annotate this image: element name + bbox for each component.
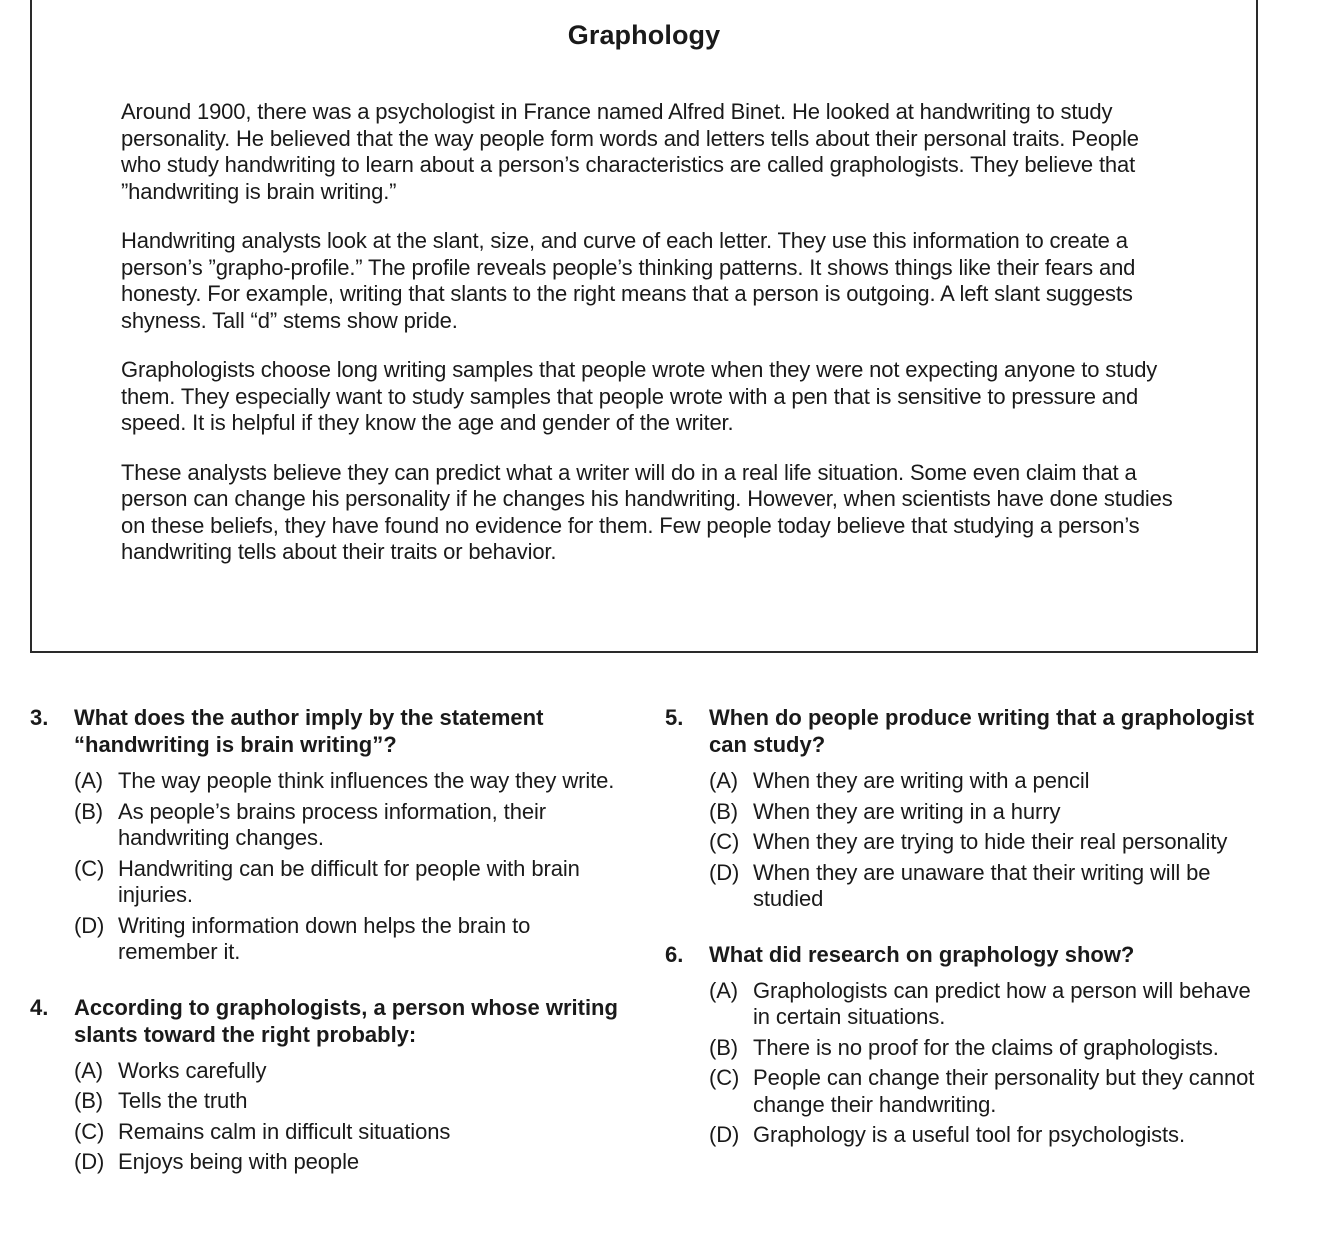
option-letter: (C) (74, 1118, 105, 1144)
option-letter: (C) (709, 1065, 740, 1090)
question-number: 5. (665, 705, 684, 730)
question-5 (665, 704, 1265, 913)
option-letter: (C) (74, 855, 105, 881)
option-text: When they are writing with a pencil (753, 768, 1090, 793)
answer-options (74, 1058, 620, 1176)
passage-box (30, 0, 1258, 653)
option-letter: (B) (709, 1034, 739, 1060)
answer-option-d[interactable] (709, 1122, 1265, 1149)
option-text: Graphology is a useful tool for psychologists. (753, 1122, 1185, 1147)
answer-option-b[interactable] (74, 799, 620, 852)
answer-option-d[interactable] (74, 913, 620, 966)
option-text: Remains calm in difficult situations (118, 1118, 451, 1144)
option-text: The way people think influences the way they write. (118, 768, 615, 793)
option-letter: (A) (709, 977, 739, 1003)
answer-option-a[interactable] (74, 1058, 620, 1085)
option-text: Graphologists can predict how a person will behave in certain situations. (753, 977, 1251, 1029)
answer-option-d[interactable] (709, 860, 1265, 913)
option-letter: (D) (709, 1122, 740, 1147)
question-text: When do people produce writing that a graphologist can study? (709, 705, 1255, 757)
answer-option-b[interactable] (709, 1035, 1265, 1062)
answer-options (74, 768, 620, 966)
question-number: 6. (665, 941, 684, 967)
answer-option-a[interactable] (74, 768, 620, 795)
questions-right-column (665, 704, 1265, 1177)
question-text: According to graphologists, a person whose writing slants toward the right probably: (74, 994, 618, 1047)
answer-option-c[interactable] (709, 1065, 1265, 1118)
answer-option-a[interactable] (709, 978, 1265, 1031)
option-letter: (D) (74, 912, 105, 938)
answer-option-c[interactable] (74, 856, 620, 909)
option-text: Works carefully (118, 1057, 267, 1083)
question-4 (30, 994, 620, 1176)
question-6 (665, 941, 1265, 1149)
option-text: When they are trying to hide their real personality (753, 829, 1228, 854)
passage-paragraph-1: Around 1900, there was a psychologist in France named Alfred Binet. He looked at handwriting to study personality. He believed that the way people form words and letters tells about their personal traits. People who study handwriting to learn about a person’s characteristics are called graphologists. They believe that ”handwriting is brain writing.” (121, 99, 1139, 204)
option-letter: (A) (74, 768, 104, 793)
answer-option-b[interactable] (74, 1088, 620, 1115)
passage-paragraph-2: Handwriting analysts look at the slant, size, and curve of each letter. They use this information to create a person’s ”grapho-profile.” The profile reveals people’s thinking patterns. It shows things like their fears and honesty. For example, writing that slants to the right means that a person is outgoing. A left slant suggests shyness. Tall “d” stems show pride. (121, 228, 1136, 333)
answer-option-c[interactable] (74, 1119, 620, 1146)
option-letter: (B) (709, 798, 739, 824)
option-letter: (D) (709, 859, 740, 885)
option-letter: (C) (709, 829, 740, 854)
question-text: What did research on graphology show? (709, 941, 1135, 967)
option-letter: (B) (74, 798, 104, 824)
answer-option-d[interactable] (74, 1149, 620, 1176)
option-text: There is no proof for the claims of graphologists. (753, 1034, 1219, 1060)
option-letter: (A) (74, 1057, 104, 1083)
questions-left-column (30, 704, 620, 1204)
option-letter: (D) (74, 1149, 105, 1174)
answer-options (709, 768, 1265, 913)
question-number: 3. (30, 705, 49, 730)
answer-option-a[interactable] (709, 768, 1265, 795)
option-text: Writing information down helps the brain to remember it. (118, 912, 531, 964)
option-text: People can change their personality but they cannot change their handwriting. (753, 1065, 1255, 1117)
option-letter: (A) (709, 768, 739, 793)
answer-option-c[interactable] (709, 829, 1265, 856)
passage-paragraph-4: These analysts believe they can predict what a writer will do in a real life situation. Some even claim that a person can change his personality if he changes his handwriting. However, when scientists have done studies on these beliefs, they have found no evidence for them. Few people today believe that studying a person’s handwriting tells about their traits or behavior. (121, 459, 1173, 564)
answer-option-b[interactable] (709, 799, 1265, 826)
passage-paragraph-3: Graphologists choose long writing samples that people wrote when they were not expecting anyone to study them. They especially want to study samples that people wrote with a pen that is sensitive to pressure and speed. It is helpful if they know the age and gender of the writer. (121, 357, 1158, 435)
option-text: When they are unaware that their writing will be studied (753, 859, 1211, 911)
option-letter: (B) (74, 1088, 104, 1113)
option-text: As people’s brains process information, their handwriting changes. (118, 798, 546, 850)
question-number: 4. (30, 994, 49, 1020)
option-text: Handwriting can be difficult for people with brain injuries. (118, 855, 580, 907)
option-text: Tells the truth (118, 1088, 248, 1113)
option-text: When they are writing in a hurry (753, 798, 1061, 824)
question-text: What does the author imply by the statement “handwriting is brain writing”? (74, 705, 544, 757)
passage-title: Graphology (567, 20, 721, 50)
passage-body (121, 99, 1181, 589)
answer-options (709, 978, 1265, 1149)
question-3 (30, 704, 620, 966)
option-text: Enjoys being with people (118, 1149, 359, 1174)
